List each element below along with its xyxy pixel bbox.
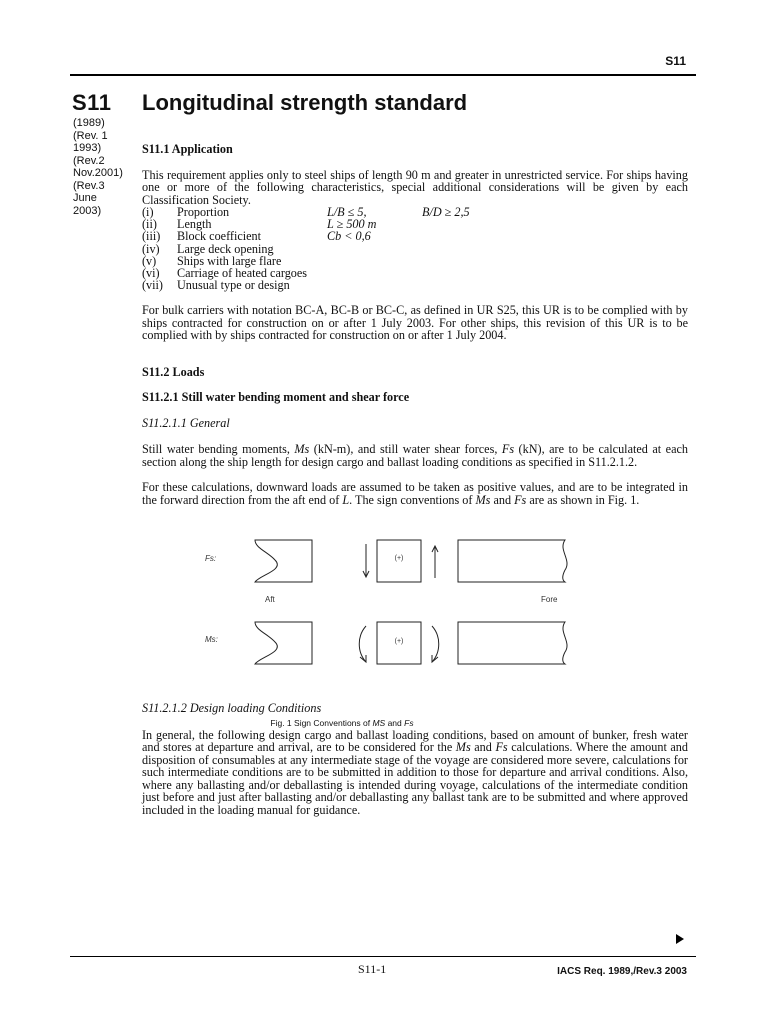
ms-symbol: Ms [455, 740, 471, 755]
bulk-carrier-paragraph: For bulk carriers with notation BC-A, BC-B or BC-C, as defined in UR S25, this UR is to be complied with by ships contracted for construction on or after 1 July 2003. For other ships, this revision of this UR is to be complied with by ships contracted for construction on or after 1 July 2004. [142, 303, 688, 343]
text-run: calculations. Where the amount and disposition of consumables at any intermediate stage of the voyage are considered more severe, calculations for such intermediate conditions are to be submitted in addition to those for departure and arrival conditions. Also, where any ballasting and/or deballasting is intended during voyage, calculations of the intermediate condition just before and just after ballasting and/or deballasting any ballast tank are to be submitted and where approved included in the loading manual for guidance. [142, 740, 688, 817]
fore-segment-fs [458, 540, 567, 582]
page-number: S11-1 [358, 962, 387, 976]
text-run: (kN-m), and still water shear forces, [309, 442, 502, 457]
continued-arrow-icon [676, 934, 684, 944]
revision-line: June [73, 192, 97, 204]
fore-segment-ms [458, 622, 567, 664]
document-body [142, 143, 688, 816]
page-title: Longitudinal strength standard [142, 90, 468, 115]
text-run: and [470, 740, 496, 755]
section-heading-loads: S11.2 Loads [142, 364, 205, 379]
item-name: Ships with large flare [177, 253, 282, 268]
item-name: Block coefficient [177, 229, 262, 244]
figure-caption [142, 718, 542, 728]
sign-convention-figure [200, 530, 600, 680]
plus-sign-fs: (+) [394, 555, 404, 562]
subsubsection-heading-general: S11.2.1.1 General [142, 415, 230, 430]
ms-row-label: Ms: [205, 635, 218, 644]
aft-segment-ms [255, 622, 312, 664]
item-condition-2 [422, 230, 470, 242]
footer-rule [70, 956, 696, 957]
item-name: Unusual type or design [177, 278, 290, 293]
requirement-code: S11 [72, 90, 112, 115]
item-number: (v) [142, 253, 157, 268]
moment-arrow-left [359, 626, 366, 662]
subsubsection-heading-design-loading: S11.2.1.2 Design loading Conditions [142, 701, 322, 716]
item-condition: L/B ≤ 5, [327, 205, 367, 219]
item-number: (vii) [142, 278, 163, 293]
item-name: Proportion [177, 205, 230, 219]
section-heading-application: S11.1 Application [142, 142, 233, 156]
list-item [142, 279, 470, 291]
list-item [142, 243, 470, 255]
fs-symbol: Fs [501, 442, 515, 457]
caption-fs: Fs [404, 718, 414, 728]
item-number: (iii) [142, 229, 161, 244]
moment-arrow-right [432, 626, 439, 662]
fs-row-label: Fs: [205, 554, 217, 563]
revision-line: 1993) [73, 142, 102, 154]
revision-line: (Rev.3 [73, 179, 105, 192]
fs-symbol: Fs [495, 740, 508, 755]
item-number: (vi) [142, 266, 160, 281]
revision-line: Nov.2001) [73, 167, 123, 179]
caption-text: and [385, 718, 405, 728]
item-condition-2 [422, 218, 470, 230]
revision-line: (Rev. 1 [73, 129, 108, 142]
footer-reference: IACS Req. 1989,/Rev.3 2003 [557, 966, 687, 977]
header-rule [70, 74, 696, 76]
item-number: (i) [142, 205, 154, 219]
text-run: For these calculations, downward loads are assumed to be taken as positive values, and are to be integrated in the forward direction from the aft end of [142, 480, 688, 507]
design-loading-paragraph [142, 729, 688, 817]
item-condition: L ≥ 500 m [327, 217, 377, 232]
text-run: and [490, 492, 515, 507]
l-symbol: L [342, 492, 350, 507]
header-code: S11 [665, 54, 686, 68]
subsection-heading-still-water: S11.2.1 Still water bending moment and shear force [142, 390, 410, 405]
plus-sign-ms: (+) [394, 638, 404, 645]
revision-line: (1989) [73, 117, 105, 129]
item-name: Carriage of heated cargoes [177, 266, 308, 281]
item-name: Length [177, 217, 212, 232]
item-condition: Cb < 0,6 [327, 229, 371, 244]
item-name: Large deck opening [177, 241, 274, 256]
text-run: In general, the following design cargo and ballast loading conditions, based on amount of bunker, fresh water and stores at departure and arrival, are to be considered for the [142, 727, 688, 755]
list-item [142, 230, 470, 242]
text-run: (kN), are to be calculated at each section along the ship length for design cargo and ballast loading conditions as specified in S11.2.1.2. [142, 442, 688, 469]
ms-symbol: Ms [475, 492, 491, 507]
revision-history [73, 117, 145, 217]
text-run: Still water bending moments, [142, 442, 295, 457]
ms-symbol: Ms [294, 442, 310, 457]
revision-line: 2003) [73, 204, 102, 217]
fore-label: Fore [541, 595, 558, 604]
text-run: . The sign conventions of [349, 492, 476, 507]
aft-label: Aft [265, 595, 275, 604]
item-number: (iv) [142, 241, 160, 256]
general-paragraph-1 [142, 443, 688, 468]
application-paragraph: This requirement applies only to steel ships of length 90 m and greater in unrestricted service. For ships having one or more of the following characteristics, special additional considerations will be given by each Classification Society. [142, 167, 688, 207]
general-paragraph-2 [142, 481, 688, 506]
caption-text: Fig. 1 Sign Conventions of [270, 718, 373, 728]
caption-ms: MS [372, 718, 386, 728]
characteristics-list [142, 206, 470, 291]
item-number: (ii) [142, 217, 157, 232]
aft-segment-fs [255, 540, 312, 582]
fs-symbol: Fs [514, 492, 527, 507]
item-condition-2: B/D ≥ 2,5 [422, 205, 470, 219]
text-run: are as shown in Fig. 1. [526, 492, 640, 507]
revision-line: (Rev.2 [73, 154, 105, 167]
